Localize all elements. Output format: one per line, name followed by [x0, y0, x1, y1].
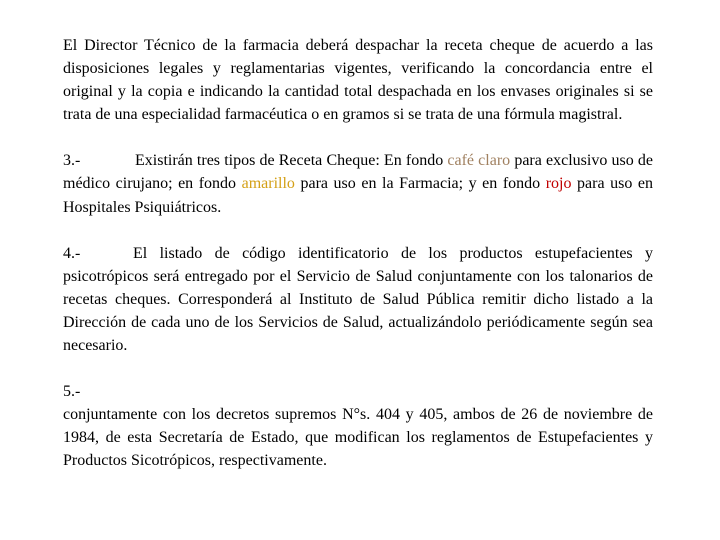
- paragraph-4-number: 4.-: [63, 244, 81, 262]
- paragraph-spacer: [63, 357, 653, 380]
- document-body: [63, 34, 653, 473]
- paragraph-4-text: El listado de código identificatorio de los productos estupefacientes y psicotrópicos será entregado por el Servicio de Salud conjuntamente con los talonarios de recetas cheques. Corresponderá al Instituto de Salud Pública remitir dicho listado a la Dirección de cada uno de los Servicios de Salud, actualizándolo periódicamente según sea necesario.: [63, 244, 653, 355]
- paragraph-spacer: [63, 219, 653, 242]
- paragraph-3-text-d: para uso en Hospitales Psiquiátricos.: [63, 175, 654, 216]
- color-word-rojo: rojo: [545, 175, 572, 193]
- paragraph-3-text-b: para exclusivo uso de médico cirujano; en fondo: [63, 152, 654, 193]
- paragraph-5-text: conjuntamente con los decretos supremos N°s. 404 y 405, ambos de 26 de noviembre de 1984, de esta Secretaría de Estado, que modifican los reglamentos de Estupefacientes y Productos Sicotrópicos, respectivamente.: [63, 406, 653, 470]
- paragraph-spacer: [63, 126, 653, 149]
- paragraph-5: [63, 380, 653, 472]
- paragraph-3-text-a: Existirán tres tipos de Receta Cheque: En fondo: [135, 152, 448, 170]
- paragraph-5-number: 5.-: [63, 383, 81, 401]
- color-word-cafe-claro: café claro: [447, 152, 511, 170]
- paragraph-intro: El Director Técnico de la farmacia deberá despachar la receta cheque de acuerdo a las disposiciones legales y reglamentarias vigentes, verificando la concordancia entre el original y la copia e indicando la cantidad total despachada en los envases originales si se trata de una especialidad farmacéutica o en gramos si se trata de una fórmula magistral.: [63, 37, 653, 124]
- paragraph-3-number: 3.-: [63, 152, 81, 170]
- paragraph-3: [63, 149, 653, 218]
- color-word-amarillo: amarillo: [241, 175, 295, 193]
- paragraph-3-text-c: para uso en la Farmacia; y en fondo: [294, 175, 546, 193]
- paragraph-4: [63, 242, 653, 357]
